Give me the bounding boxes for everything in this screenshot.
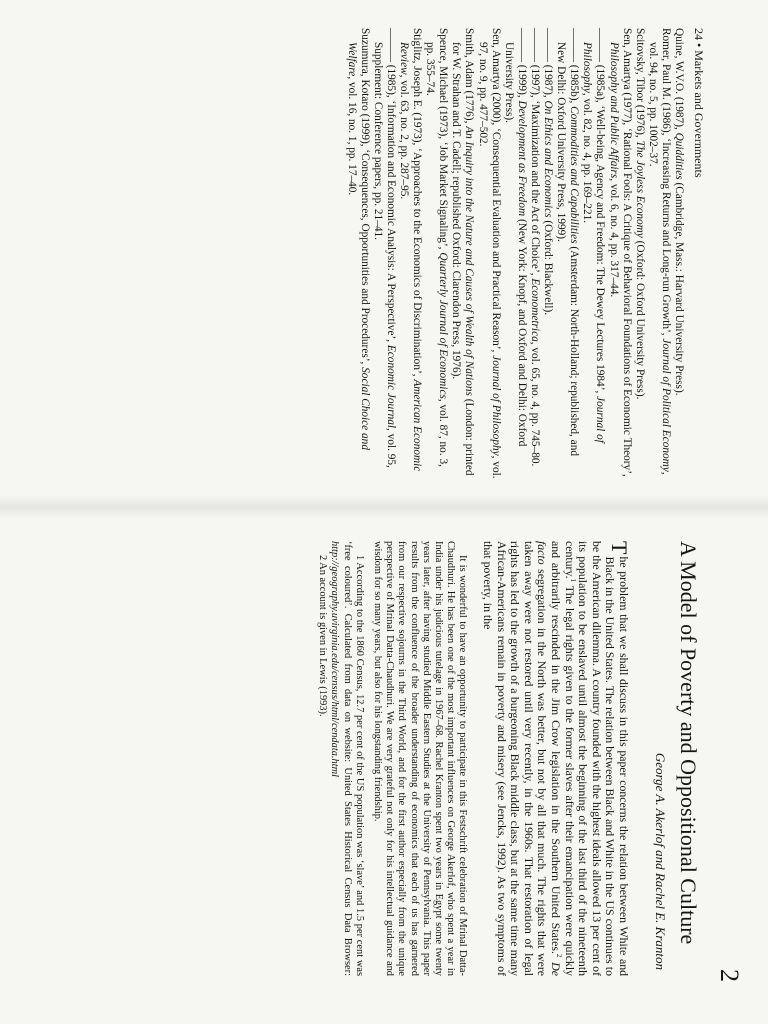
running-head: 24 • Markets and Governments [692,28,706,178]
reference-entry: ——— (1987), On Ethics and Economics (Oxford: Blackwell). [542,28,555,316]
footnote-1: 1 According to the 1860 Census, 12.7 per cent of the US population was ‘slave’ and 1.5 per cent was ‘free coloured’. Calculated from data on website: United States Historical Census Data Browser: http://geography.uvirginia.edu/census/html/cendata.html [329,541,365,976]
footnote-url: http://geography.uvirginia.edu/census/html/cendata.html [329,541,341,777]
reference-entry: ——— (1985), ‘Information and Economic Analysis: A Perspective’, Economic Journal, vol. 95, Supplement: Conference papers, pp. 21–41. [371,28,397,468]
chapter-authors: George A. Akerlof and Rachel E. Kranton [653,752,668,970]
right-page [0,519,768,1024]
drop-cap: T [607,541,632,555]
reference-entry: Sen, Amartya (2000), ‘Consequential Evaluation and Practical Reason’, Journal of Philosophy, vol. 97, no. 9, pp. 477–502. [476,28,502,479]
body-paragraph: T he problem that we shall discuss in this paper concerns the relation between White and Black in the United States. The relation between Black and White in the US continues to be the American dilemma. A country founded with the highest ideals allowed 13 per cent of its population to be enslaved until almost the beginning of the last third of the nineteenth century.$^1$ The legal rights given to the former slaves after their emancipation were quickly and arbitrarily rescinded in the Jim Crow legislation in the Southern United States.$^2$ De facto segregation in the North was better, but not by all that much. The rights that were taken away were not restored until very recently, in the 1960s. That restoration of legal rights has led to the growth of a burgeoning Black middle class, but at the same time many African-Americans remain in poverty and misery (see Jencks, 1992). As two symptoms of that poverty, in the [481,541,632,976]
reference-entry: Smith, Adam (1776), An Inquiry into the Nature and Causes of Wealth of Nations (London: printed for W. Strahan and T. Cadell; republished Oxford: Clarendon Press, 1976). [450,28,476,476]
reference-entry: Quine, W.V.O. (1987), Quiddities (Cambridge, Mass.: Harvard University Press). [673,28,685,396]
reference-entry: ——— (1985a), ‘Well-being, Agency and Freedom: The Dewey Lectures 1984’, Journal of Philosophy, vol. 82, no. 4, pp. 169–221. [581,28,607,443]
left-page [0,0,768,505]
reference-entry: Sen, Amartya (1977), ‘Rational Fools: A Critique of Behavioral Foundations of Economic Theory’, Philosophy and Public Affairs, vol. 6, no. 4, pp. 317–44. [607,28,633,477]
footnote-ref: 2 [554,953,563,958]
reference-entry: ——— (1985b), Commodities and Capabilities (Amsterdam: North-Holland; republished, and New Delhi: Oxford University Press, 1999). [555,28,581,456]
reference-list [345,28,685,479]
reference-entry: Spence, Michael (1973), ‘Job Market Signaling’, Quarterly Journal of Economics, vol. 87, no. 3, pp. 355–74. [424,28,450,467]
reference-entry: Stiglitz, Joseph E. (1973), ‘Approaches to the Economics of Discrimination’, American Economic Review, vol. 63, no. 2, pp. 287–95. [398,28,424,472]
reference-entry: Scitovsky, Tibor (1976), The Joyless Economy (Oxford: Oxford University Press). [633,28,646,400]
chapter-title: A Model of Poverty and Oppositional Culture [676,541,701,945]
reference-entry: Suzumura, Kotaro (1999), ‘Consequences, Opportunities and Procedures’, Social Choice and Welfare, vol. 16, no. 1, pp. 17–40. [345,28,371,450]
reference-entry: ——— (1999), Development as Freedom (New York: Knopf, and Oxford and Delhi: Oxford University Press). [502,28,528,447]
footnote-ref: 1 [568,578,577,583]
acknowledgement-note: It is wonderful to have an opportunity to participate in this Festschrift celebration of Mrinal Datta-Chaudhuri. He has been one of the most important influences on George Akerlof, who spent a year in India under his judicious tutelage in 1967–68. Rachel Kranton spent two years in Egypt some twenty years later, after having studied Middle Eastern Studies at the University of Pennsylvania. This paper results from the confluence of the broader understanding of economics that each of us has garnered from our respective sojourns in the Third World, and for the first author especially from the unique perspective of Mrinal Datta-Chaudhuri. We are very grateful not only for his intellectual guidance and wisdom for so many years, but also for his longstanding friendship. [372,541,469,976]
chapter-number: 2 [715,969,744,982]
reference-entry: Romer, Paul M. (1986), ‘Increasing Returns and Long-run Growth’, Journal of Political Economy, vol. 94, no. 5, pp. 1002–37. [646,28,672,475]
reference-entry: ——— (1997), ‘Maximization and the Act of Choice’, Econometrica, vol. 65, no. 4, pp. 745–80. [528,28,541,467]
footnote-2: 2 An account is given in Lewis (1993). [317,555,329,717]
